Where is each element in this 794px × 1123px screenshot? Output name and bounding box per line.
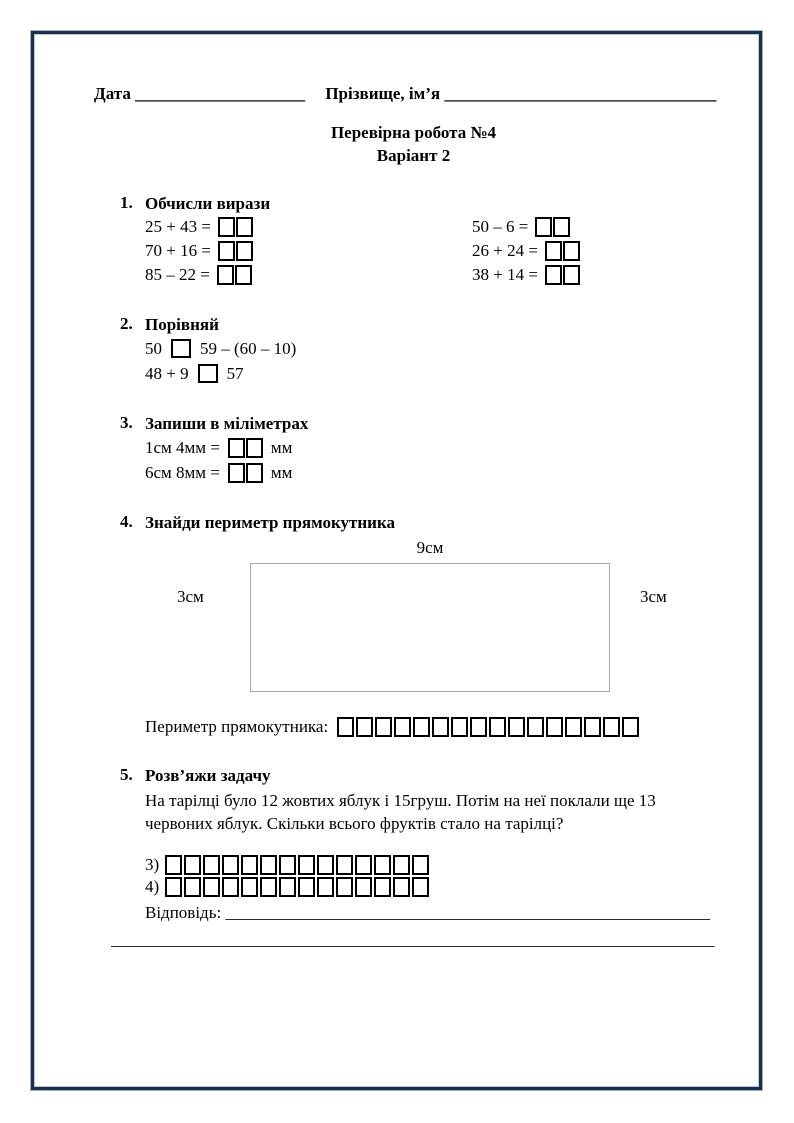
answer-cell	[375, 717, 392, 737]
extra-answer-line: _______________________________________________________________________	[111, 930, 715, 949]
answer-cell	[217, 265, 234, 285]
answer-cell	[535, 217, 552, 237]
comparison-box	[171, 339, 191, 358]
word-problem-text: На тарілці було 12 жовтих яблук і 15груш. Потім на неї поклали ще 13 червоних яблук. Скільки всього фруктів стало на тарілці?	[145, 791, 656, 833]
answer-cell	[470, 717, 487, 737]
answer-cell	[374, 877, 391, 897]
dimension-label-right: 3см	[640, 587, 667, 606]
answer-cell	[563, 265, 580, 285]
answer-cell	[241, 855, 258, 875]
comparison-box	[198, 364, 218, 383]
answer-cell	[336, 877, 353, 897]
answer-cell	[235, 265, 252, 285]
expression-row	[472, 263, 580, 287]
date-blank: ____________________	[135, 84, 306, 103]
answer-cell	[279, 877, 296, 897]
answer-cell	[246, 463, 263, 483]
answer-cell	[171, 339, 191, 358]
comparison-left: 48 + 9	[145, 363, 189, 383]
answer-cell	[165, 877, 182, 897]
expression-text: 38 + 14 =	[472, 265, 538, 284]
expression-text: 25 + 43 =	[145, 217, 211, 236]
expression-row	[472, 239, 580, 263]
mm-unit: мм	[270, 437, 293, 457]
answer-cell	[412, 855, 429, 875]
expression-text: 26 + 24 =	[472, 241, 538, 260]
solution-step-row	[145, 876, 733, 898]
answer-boxes	[218, 241, 253, 261]
answer-cell	[337, 717, 354, 737]
perimeter-answer-row	[145, 717, 733, 737]
task-5	[120, 765, 733, 923]
answer-cell	[218, 217, 235, 237]
page-border-frame	[31, 31, 762, 1090]
task-4-title: Знайди периметр прямокутника	[145, 513, 396, 532]
name-label: Прізвище, ім’я	[325, 84, 441, 103]
comparison-row	[145, 336, 733, 361]
answer-cell	[236, 217, 253, 237]
answer-cell	[218, 241, 235, 261]
answer-boxes	[535, 217, 570, 237]
answer-cell	[394, 717, 411, 737]
answer-cell	[241, 877, 258, 897]
task-1	[120, 193, 733, 287]
task-3-number: 3.	[120, 413, 133, 432]
perimeter-label: Периметр прямокутника:	[145, 717, 329, 736]
answer-cell	[198, 364, 218, 383]
title-block	[94, 121, 733, 167]
answer-cell	[508, 717, 525, 737]
expression-row	[145, 263, 472, 287]
answer-cell	[432, 717, 449, 737]
comparison-row	[145, 361, 733, 386]
answer-cell	[222, 855, 239, 875]
expression-text: 85 – 22 =	[145, 265, 210, 284]
answer-boxes	[228, 463, 263, 483]
answer-cell	[317, 855, 334, 875]
task-2-number: 2.	[120, 314, 133, 333]
answer-cell	[413, 717, 430, 737]
task-5-title: Розв’яжи задачу	[145, 766, 271, 785]
step-label: 3)	[145, 855, 160, 874]
answer-cell	[553, 217, 570, 237]
expression-text: 50 – 6 =	[472, 217, 529, 236]
answer-cell	[260, 877, 277, 897]
answer-cell	[565, 717, 582, 737]
answer-cell	[317, 877, 334, 897]
answer-label: Відповідь:	[145, 903, 222, 922]
rectangle-figure	[145, 563, 733, 692]
dimension-label-left: 3см	[177, 587, 204, 606]
task-4-number: 4.	[120, 512, 133, 531]
answer-cell	[184, 877, 201, 897]
expression-text: 70 + 16 =	[145, 241, 211, 260]
date-label: Дата	[94, 84, 131, 103]
answer-cell	[228, 463, 245, 483]
mm-unit: мм	[270, 462, 293, 482]
answer-cell	[451, 717, 468, 737]
worksheet-title: Перевірна робота №4	[330, 123, 497, 142]
comparison-right: 59 – (60 – 10)	[200, 338, 297, 358]
step-boxes	[165, 877, 429, 897]
answer-boxes	[218, 217, 253, 237]
solution-step-row	[145, 854, 733, 876]
comparison-left: 50	[145, 338, 162, 358]
answer-cell	[355, 877, 372, 897]
answer-cell	[184, 855, 201, 875]
answer-cell	[236, 241, 253, 261]
name-blank: ________________________________	[444, 84, 717, 103]
answer-cell	[584, 717, 601, 737]
step-label: 4)	[145, 877, 160, 896]
answer-blank: _________________________________________________________	[225, 903, 710, 922]
answer-boxes	[545, 265, 580, 285]
worksheet-content	[34, 34, 759, 950]
task-3	[120, 413, 733, 485]
dimension-label-top: 9см	[416, 538, 444, 557]
answer-cell	[203, 855, 220, 875]
expression-row	[145, 215, 472, 239]
mm-expression: 1см 4мм =	[145, 437, 220, 457]
comparison-right: 57	[226, 363, 244, 383]
answer-cell	[298, 877, 315, 897]
answer-boxes	[545, 241, 580, 261]
answer-cell	[563, 241, 580, 261]
answer-cell	[298, 855, 315, 875]
mm-expression: 6см 8мм =	[145, 462, 220, 482]
task-4	[120, 512, 733, 737]
answer-cell	[203, 877, 220, 897]
header-row	[94, 84, 733, 104]
answer-cell	[545, 265, 562, 285]
answer-cell	[246, 438, 263, 458]
answer-cell	[393, 855, 410, 875]
answer-boxes	[228, 438, 263, 458]
answer-cell	[336, 855, 353, 875]
answer-cell	[260, 855, 277, 875]
answer-row	[145, 903, 733, 923]
answer-cell	[545, 241, 562, 261]
task-1-number: 1.	[120, 193, 133, 212]
answer-cell	[603, 717, 620, 737]
perimeter-boxes	[337, 717, 639, 737]
task-1-title: Обчисли вирази	[145, 194, 271, 213]
answer-boxes	[217, 265, 252, 285]
step-boxes	[165, 855, 429, 875]
answer-cell	[355, 855, 372, 875]
answer-cell	[279, 855, 296, 875]
task-3-title: Запиши в міліметрах	[145, 414, 309, 433]
variant-subtitle: Варіант 2	[376, 146, 451, 165]
answer-cell	[356, 717, 373, 737]
task-2	[120, 314, 733, 386]
task-5-number: 5.	[120, 765, 133, 784]
rectangle-shape	[250, 563, 610, 692]
millimeter-row	[145, 460, 733, 485]
answer-cell	[374, 855, 391, 875]
answer-cell	[228, 438, 245, 458]
answer-cell	[165, 855, 182, 875]
answer-cell	[393, 877, 410, 897]
answer-cell	[489, 717, 506, 737]
answer-cell	[546, 717, 563, 737]
expression-row	[472, 215, 580, 239]
answer-cell	[527, 717, 544, 737]
millimeter-row	[145, 435, 733, 460]
task-2-title: Порівняй	[145, 315, 219, 334]
answer-cell	[412, 877, 429, 897]
answer-cell	[222, 877, 239, 897]
answer-cell	[622, 717, 639, 737]
expression-row	[145, 239, 472, 263]
